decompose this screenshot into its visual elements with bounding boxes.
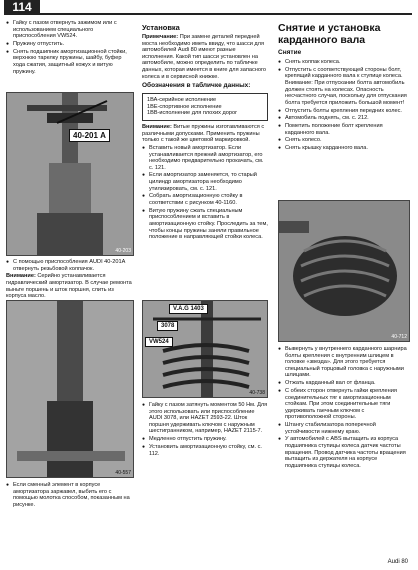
list-item: ● Вывернуть у внутреннего карданного шарнира болты крепления с внутренним шлицем в головке «звезда». Для этого требуется специальный торцовый головка с наружными шлицами.	[278, 346, 410, 379]
column-1-top	[6, 20, 134, 76]
list-item: ● С помощью приспособления AUDI 40-201A отвернуть резьбовой колпачок.	[6, 259, 134, 272]
list-item: ● Отжать карданный вал от фланца.	[278, 380, 410, 387]
hammer-illustration	[7, 301, 134, 478]
list-item: ● Собрать амортизационную стойку в соответствии с рисунком 40-1160.	[142, 193, 268, 206]
tool-label: 3078	[157, 321, 178, 331]
list-item: ● Гайку с пазом затянуть моментом 50 Нм. Для этого использовать или приспособление AUDI 3078, или HAZET 2593-22. Шток поршня удерживать ключом с наружным шестигранником, например, HAZET 2115-7.	[142, 402, 268, 435]
warning-label: Внимание:	[142, 123, 172, 130]
list-item: ● Отпустить с соответствующей стороны болт, крепящий карданного вала к ступице колеса. Внимание: При отпускании болта автомобиль должен стоять на колесах. Опасность несчастного случая, поскольку для отпускания болта требуется приложить большой момент!	[278, 67, 410, 107]
figure-code: 40-203	[115, 248, 131, 254]
header-rule	[40, 13, 412, 15]
drive-shaft-illustration	[279, 201, 410, 342]
shock-absorber-illustration	[7, 93, 134, 256]
list-item: ● Установить амортизационную стойку, см. с. 112.	[142, 444, 268, 457]
list-item: ● Если сменный элемент в корпусе амортизатора заржавел, выбить его с помощью молотка способом, показанным на рисунке.	[6, 482, 134, 508]
figure-code: 40-557	[115, 470, 131, 476]
column-1-middle	[6, 259, 134, 301]
page-number: 114	[4, 0, 40, 15]
list-item: ● Снять колесо.	[278, 137, 410, 144]
tool-label: VW524	[145, 337, 173, 347]
code-item: 1ВВ-исполнение для плохих дорог	[147, 110, 238, 117]
section-title: Снятие и установка карданного вала	[278, 22, 381, 46]
list-item: ● Снять колпак колеса.	[278, 59, 410, 66]
list-item: ● Медленно отпустить пружину.	[142, 436, 268, 443]
tool-label: 40-201 А	[69, 129, 110, 142]
list-item: ● С обеих сторон отвернуть гайки крепления соединительных тяг к амортизационным стойкам. При этом соединительные тяги удерживать гаечным ключом с противоположной стороны.	[278, 388, 410, 421]
code-item: 1ВЕ-спортивное исполнение	[147, 103, 222, 110]
column-3-top	[278, 22, 410, 153]
list-item: ● Отпустить болты крепления передних колес.	[278, 108, 410, 115]
figure-code: 40-738	[249, 390, 265, 396]
figure-code: 40-712	[391, 334, 407, 340]
spring-compressor-photo	[142, 300, 268, 398]
list-item: ● Снять подшипник амортизационной стойки, верхнюю тарелку пружины, шайбу, буфер хода сжатия, защитный кожух и витую пружину.	[6, 49, 134, 75]
list-item: ● Пометить положение болт крепления карданного вала.	[278, 123, 410, 136]
code-list	[142, 93, 268, 121]
warning-text: Витые пружины изготавливаются с различными допусками. Применить пружины только с такой же цветовой маркировкой.	[142, 123, 265, 144]
list-item: ● Автомобиль поднять, см. с. 212.	[278, 115, 410, 122]
column-1-bottom	[6, 482, 134, 510]
table-title: Обозначения в табличке данных:	[142, 82, 251, 90]
shock-absorber-photo-1	[6, 92, 134, 256]
column-3-bottom	[278, 346, 410, 471]
subsection-title: Снятие	[278, 49, 302, 56]
list-item: ● Витую пружину сжать специальным приспособлением и вставить в амортизационную стойку. Проследить за тем, чтобы концы пружины заняли правильное положение в направляющей стойки колеса.	[142, 208, 268, 241]
warning-text: Серийно устанавливается гидравлический амортизатор. В случае ремонта выньте поршень и шток поршня, слить из корпуса масло.	[6, 273, 132, 300]
column-2-bottom	[142, 402, 268, 458]
section-title: Установка	[142, 23, 180, 32]
list-item: ● Пружину отпустить.	[6, 41, 134, 48]
warning-label: Внимание:	[6, 273, 36, 280]
shock-absorber-photo-2	[6, 300, 134, 478]
page-footer: Audi 80	[387, 559, 408, 565]
spring-compressor-illustration	[143, 301, 268, 398]
list-item: ● Если амортизатор заменяется, то старый цилиндр амортизатора необходимо утилизировать, см. с. 121.	[142, 172, 268, 192]
note-label: Примечание:	[142, 34, 179, 40]
column-2-top	[142, 20, 268, 242]
note-text: При замене деталей передней моста необходимо иметь ввиду, что шасси для автомобилей Audi 80 имеют разные исполнения. Какой тип шасси установлен на автомобиле, можно определить по табличке данных, которая имеется в книге для запасного колеса и в сервисной книжке.	[142, 34, 266, 80]
list-item: ● Штангу стабилизатора поперечной устойчивости нижнему краю.	[278, 422, 410, 435]
list-item: ● Гайку с пазом отвернуть зажимом или с использованием специального приспособления VW524.	[6, 20, 134, 40]
list-item: ● Снять крышку карданного вала.	[278, 145, 410, 152]
tool-label: V.A.G 1403	[169, 304, 208, 314]
list-item: ● У автомобилей с ABS вытащить из корпуса подшипника ступицы колеса датчик частоты вращения. Провод датчика частоты вращения вытащить из держателя на корпусе подшипника ступицы колеса.	[278, 436, 410, 469]
drive-shaft-photo	[278, 200, 410, 342]
code-item: 1ВА-серийное исполнение	[147, 97, 217, 104]
page-header	[0, 0, 418, 17]
list-item: ● Вставить новый амортизатор. Если устанавливается прежний амортизатор, его необходимо предварительно прокачать, см. с. 121.	[142, 145, 268, 171]
